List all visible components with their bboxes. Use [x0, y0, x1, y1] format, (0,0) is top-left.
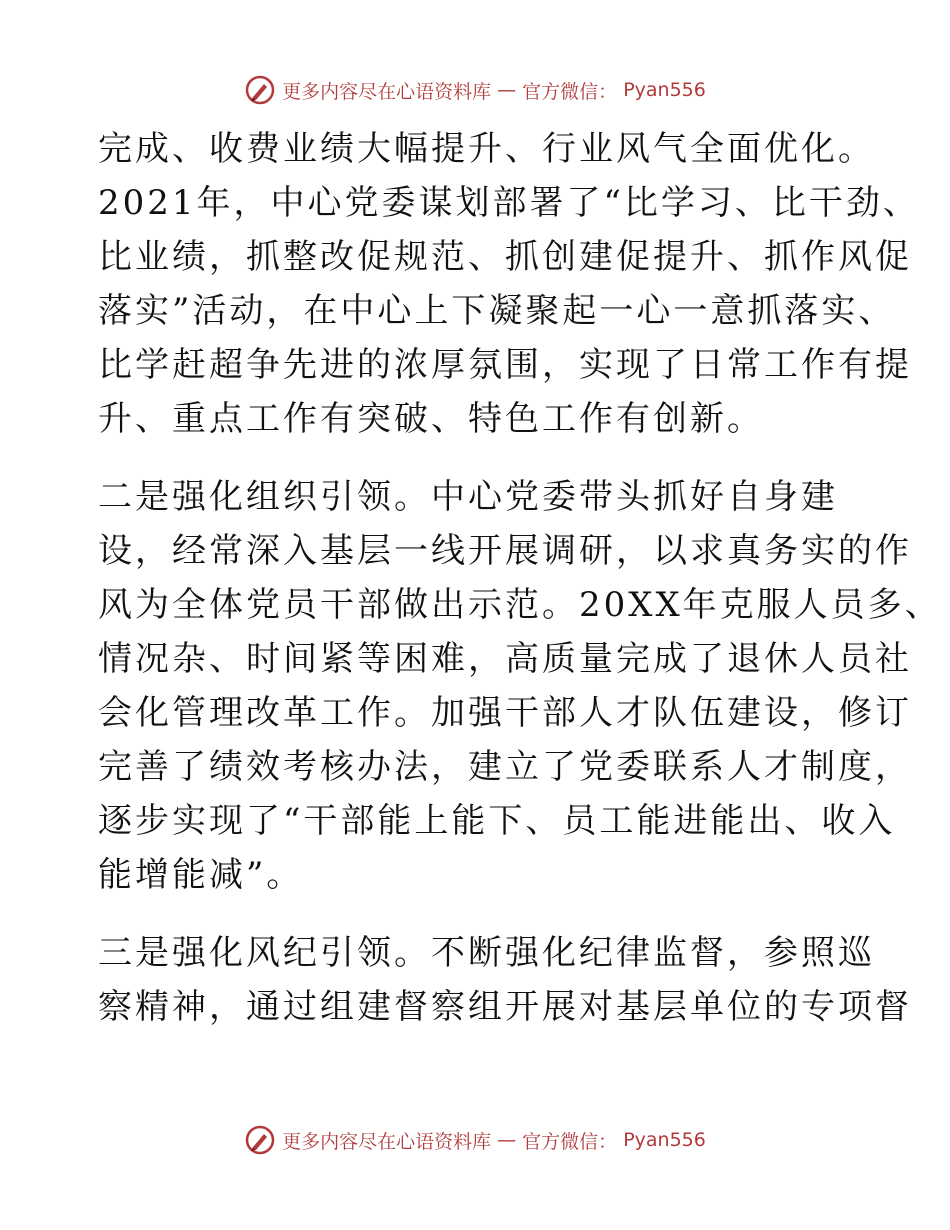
banner-separator: —	[497, 79, 517, 101]
header-watermark-banner	[0, 74, 950, 106]
text-line: 完善了绩效考核办法，建立了党委联系人才制度，	[98, 747, 912, 787]
banner-text: 更多内容尽在心语资料库	[282, 80, 492, 103]
text-line: 逐步实现了“干部能上能下、员工能进能出、收入	[98, 801, 896, 841]
text-line: 完成、收费业绩大幅提升、行业风气全面优化。	[98, 129, 875, 169]
banner-official-label: 官方微信：	[522, 1130, 618, 1153]
footer-watermark-banner	[0, 1124, 950, 1156]
text-line: 察精神，通过组建督察组开展对基层单位的专项督	[98, 987, 912, 1027]
text-line: 比学赶超争先进的浓厚氛围，实现了日常工作有提	[98, 345, 912, 385]
paragraph-spacer	[98, 902, 850, 926]
text-line: 比业绩，抓整改促规范、抓创建促提升、抓作风促	[98, 237, 912, 277]
paragraph-2	[98, 470, 942, 902]
text-line: 二是强化组织引领。中心党委带头抓好自身建	[98, 477, 838, 517]
banner-text: 更多内容尽在心语资料库	[282, 1130, 492, 1153]
banner-official-label: 官方微信：	[522, 80, 618, 103]
pen-logo-icon	[244, 1124, 276, 1156]
banner-wechat-id: Pyan556	[623, 1129, 706, 1151]
paragraph-1	[98, 122, 920, 446]
banner-separator: —	[497, 1129, 517, 1151]
paragraph-spacer	[98, 446, 850, 470]
text-line: 情况杂、时间紧等困难，高质量完成了退休人员社	[98, 639, 912, 679]
document-body	[98, 122, 942, 1034]
text-line: 能增能减”。	[98, 855, 304, 895]
paragraph-3	[98, 926, 912, 1034]
text-line: 会化管理改革工作。加强干部人才队伍建设，修订	[98, 693, 912, 733]
banner-wechat-id: Pyan556	[623, 79, 706, 101]
text-line: 落实”活动，在中心上下凝聚起一心一意抓落实、	[98, 291, 896, 331]
text-line: 风为全体党员干部做出示范。20XX年克服人员多、	[98, 585, 942, 625]
pen-logo-icon	[244, 74, 276, 106]
text-line: 三是强化风纪引领。不断强化纪律监督，参照巡	[98, 933, 875, 973]
text-line: 升、重点工作有突破、特色工作有创新。	[98, 399, 764, 439]
text-line: 2021年，中心党委谋划部署了“比学习、比干劲、	[98, 183, 920, 223]
text-line: 设，经常深入基层一线开展调研，以求真务实的作	[98, 531, 912, 571]
